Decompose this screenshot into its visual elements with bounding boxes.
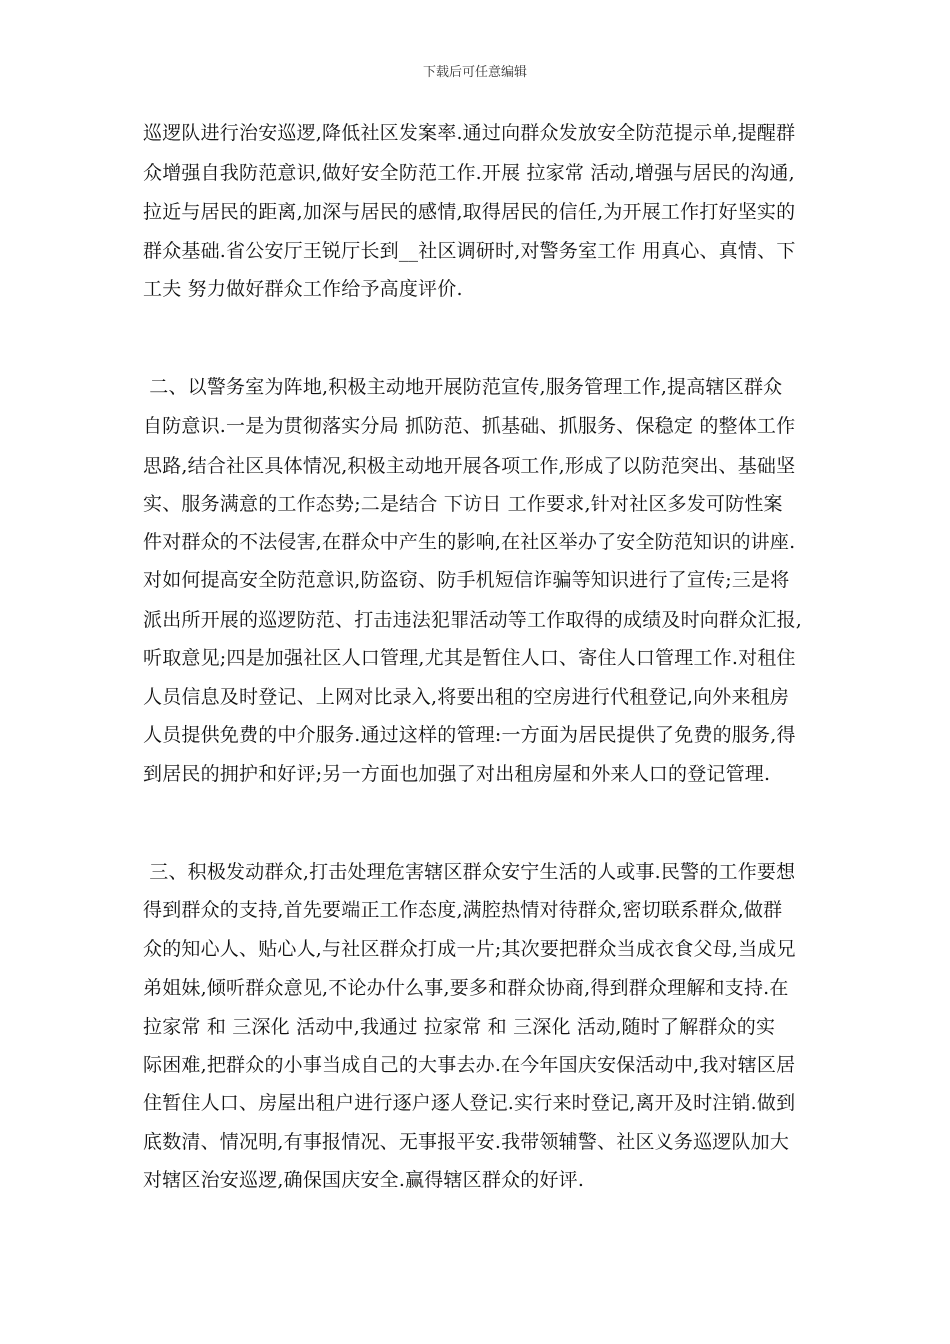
- text-line: 人员提供免费的中介服务.通过这样的管理:一方面为居民提供了免费的服务,得: [143, 724, 796, 746]
- text-line: 拉近与居民的距离,加深与居民的感情,取得居民的信任,为开展工作打好坚实的: [143, 201, 796, 223]
- text-line: 自防意识.一是为贯彻落实分局 抓防范、抓基础、抓服务、保稳定 的整体工作: [143, 415, 796, 437]
- text-line: 听取意见;四是加强社区人口管理,尤其是暂住人口、寄住人口管理工作.对租住: [143, 647, 796, 669]
- text-line: 思路,结合社区具体情况,积极主动地开展各项工作,形成了以防范突出、基础坚: [143, 455, 796, 477]
- text-line: 群众基础.省公安厅王锐厅长到__社区调研时,对警务室工作 用真心、真情、下: [143, 240, 796, 262]
- text-line: 对辖区治安巡逻,确保国庆安全.赢得辖区群众的好评.: [143, 1169, 585, 1191]
- text-line: 得到群众的支持,首先要端正工作态度,满腔热情对待群众,密切联系群众,做群: [143, 899, 783, 921]
- text-line: 到居民的拥护和好评;另一方面也加强了对出租房屋和外来人口的登记管理.: [143, 763, 771, 785]
- text-line: 派出所开展的巡逻防范、打击违法犯罪活动等工作取得的成绩及时向群众汇报,: [143, 609, 803, 631]
- text-line: 二、以警务室为阵地,积极主动地开展防范宣传,服务管理工作,提高辖区群众: [143, 376, 783, 398]
- text-line: 巡逻队进行治安巡逻,降低社区发案率.通过向群众发放安全防范提示单,提醒群: [143, 122, 796, 144]
- text-line: 弟姐妹,倾听群众意见,不论办什么事,要多和群众协商,得到群众理解和支持.在: [143, 977, 789, 999]
- text-line: 众增强自我防范意识,做好安全防范工作.开展 拉家常 活动,增强与居民的沟通,: [143, 162, 795, 184]
- text-line: 人员信息及时登记、上网对比录入,将要出租的空房进行代租登记,向外来租房: [143, 686, 790, 708]
- text-line: 实、服务满意的工作态势;二是结合 下访日 工作要求,针对社区多发可防性案: [143, 493, 783, 515]
- text-line: 对如何提高安全防范意识,防盗窃、防手机短信诈骗等知识进行了宣传;三是将: [143, 569, 790, 591]
- text-line: 三、积极发动群众,打击处理危害辖区群众安宁生活的人或事.民警的工作要想: [143, 861, 796, 883]
- text-line: 众的知心人、贴心人,与社区群众打成一片;其次要把群众当成衣食父母,当成兄: [143, 938, 796, 960]
- text-line: 拉家常 和 三深化 活动中,我通过 拉家常 和 三深化 活动,随时了解群众的实: [143, 1016, 776, 1038]
- text-line: 际困难,把群众的小事当成自己的大事去办.在今年国庆安保活动中,我对辖区居: [143, 1054, 796, 1076]
- text-line: 件对群众的不法侵害,在群众中产生的影响,在社区举办了安全防范知识的讲座.: [143, 531, 796, 553]
- page-header: 下载后可任意编辑: [422, 65, 527, 80]
- text-line: 工夫 努力做好群众工作给予高度评价.: [143, 278, 463, 300]
- text-line: 住暂住人口、房屋出租户进行逐户逐人登记.实行来时登记,离开及时注销.做到: [143, 1092, 796, 1114]
- text-line: 底数清、情况明,有事报情况、无事报平安.我带领辅警、社区义务巡逻队加大: [143, 1131, 790, 1153]
